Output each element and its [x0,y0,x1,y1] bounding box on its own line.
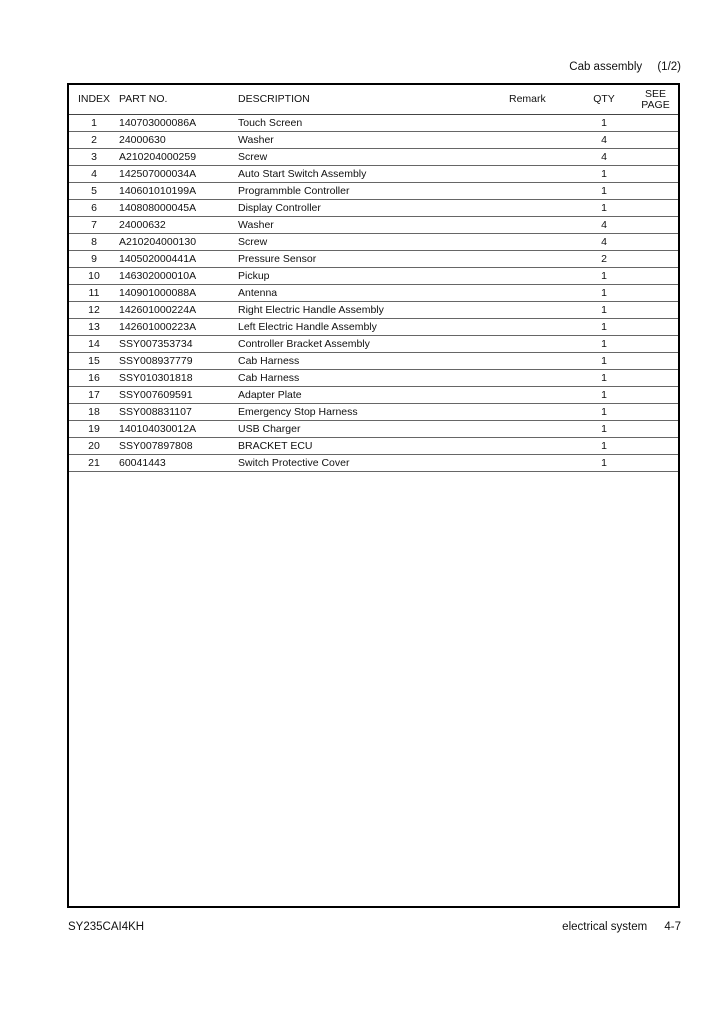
row-description: BRACKET ECU [238,438,509,455]
row-index: 16 [69,370,119,387]
row-see-page [633,166,678,183]
row-see-page [633,455,678,472]
row-qty: 1 [575,370,633,387]
table-row [69,353,678,370]
row-remark [509,268,575,285]
row-description: Screw [238,149,509,166]
row-description: Antenna [238,285,509,302]
row-part-no: 140901000088A [119,285,238,302]
page-title: Cab assembly [569,61,643,73]
row-description: Screw [238,234,509,251]
page-counter: (1/2) [657,61,681,73]
row-see-page [633,336,678,353]
table-row [69,251,678,268]
page-footer [562,921,681,933]
table-row [69,149,678,166]
row-remark [509,421,575,438]
row-see-page [633,115,678,132]
row-qty: 1 [575,302,633,319]
table-row [69,183,678,200]
row-remark [509,183,575,200]
row-remark [509,166,575,183]
row-see-page [633,268,678,285]
row-part-no: SSY010301818 [119,370,238,387]
row-description: Display Controller [238,200,509,217]
row-part-no: 146302000010A [119,268,238,285]
row-part-no: 24000632 [119,217,238,234]
column-header-part-no: PART NO. [119,85,238,115]
table-row [69,421,678,438]
row-see-page [633,217,678,234]
row-part-no: 142507000034A [119,166,238,183]
row-qty: 1 [575,404,633,421]
table-row [69,319,678,336]
row-index: 1 [69,115,119,132]
row-part-no: 140703000086A [119,115,238,132]
row-qty: 1 [575,166,633,183]
row-description: Cab Harness [238,370,509,387]
row-index: 17 [69,387,119,404]
parts-table-frame [67,83,680,908]
table-row [69,438,678,455]
row-description: Pickup [238,268,509,285]
table-row [69,200,678,217]
row-qty: 1 [575,319,633,336]
table-header-row [69,85,678,115]
row-qty: 1 [575,200,633,217]
row-qty: 1 [575,285,633,302]
row-part-no: 140601010199A [119,183,238,200]
row-qty: 4 [575,132,633,149]
row-part-no: SSY007897808 [119,438,238,455]
row-description: Touch Screen [238,115,509,132]
row-qty: 1 [575,268,633,285]
row-part-no: SSY008937779 [119,353,238,370]
row-part-no: SSY007609591 [119,387,238,404]
row-index: 4 [69,166,119,183]
row-see-page [633,285,678,302]
row-qty: 1 [575,336,633,353]
row-description: Left Electric Handle Assembly [238,319,509,336]
row-remark [509,370,575,387]
row-part-no: 24000630 [119,132,238,149]
row-qty: 1 [575,387,633,404]
row-part-no: A210204000130 [119,234,238,251]
row-remark [509,319,575,336]
row-see-page [633,370,678,387]
row-index: 13 [69,319,119,336]
column-header-see-page-line1: SEE [644,87,666,100]
row-remark [509,455,575,472]
row-index: 18 [69,404,119,421]
row-see-page [633,183,678,200]
page-header [569,61,681,73]
row-index: 6 [69,200,119,217]
table-row [69,115,678,132]
table-row [69,166,678,183]
row-index: 11 [69,285,119,302]
table-row [69,455,678,472]
row-remark [509,234,575,251]
table-row [69,370,678,387]
row-index: 19 [69,421,119,438]
table-row [69,387,678,404]
table-row [69,302,678,319]
row-qty: 1 [575,353,633,370]
row-see-page [633,387,678,404]
table-row [69,217,678,234]
footer-model: SY235CAI4KH [68,921,145,933]
row-index: 5 [69,183,119,200]
row-remark [509,115,575,132]
row-part-no: A210204000259 [119,149,238,166]
table-row [69,268,678,285]
row-description: Cab Harness [238,353,509,370]
column-header-qty: QTY [575,85,633,115]
row-part-no: 142601000223A [119,319,238,336]
row-description: USB Charger [238,421,509,438]
row-qty: 1 [575,421,633,438]
row-description: Right Electric Handle Assembly [238,302,509,319]
row-remark [509,149,575,166]
row-qty: 1 [575,115,633,132]
row-part-no: SSY008831107 [119,404,238,421]
row-part-no: 140104030012A [119,421,238,438]
row-see-page [633,251,678,268]
row-index: 10 [69,268,119,285]
row-index: 12 [69,302,119,319]
row-see-page [633,438,678,455]
row-index: 14 [69,336,119,353]
row-remark [509,438,575,455]
row-description: Programmble Controller [238,183,509,200]
row-see-page [633,353,678,370]
row-qty: 4 [575,217,633,234]
row-remark [509,200,575,217]
table-body [69,115,678,472]
row-qty: 1 [575,183,633,200]
row-remark [509,404,575,421]
row-qty: 1 [575,438,633,455]
row-index: 15 [69,353,119,370]
row-see-page [633,404,678,421]
row-part-no: 140502000441A [119,251,238,268]
row-part-no: 142601000224A [119,302,238,319]
row-part-no: SSY007353734 [119,336,238,353]
row-see-page [633,200,678,217]
row-see-page [633,234,678,251]
column-header-description: DESCRIPTION [238,85,509,115]
row-description: Auto Start Switch Assembly [238,166,509,183]
row-index: 7 [69,217,119,234]
parts-table [69,85,678,472]
table-row [69,234,678,251]
row-index: 8 [69,234,119,251]
row-part-no: 60041443 [119,455,238,472]
row-remark [509,353,575,370]
table-row [69,132,678,149]
row-description: Adapter Plate [238,387,509,404]
row-see-page [633,132,678,149]
row-see-page [633,302,678,319]
column-header-remark: Remark [509,85,575,115]
row-remark [509,251,575,268]
row-see-page [633,149,678,166]
row-remark [509,217,575,234]
row-remark [509,132,575,149]
row-remark [509,302,575,319]
row-qty: 4 [575,149,633,166]
row-remark [509,285,575,302]
row-index: 21 [69,455,119,472]
row-part-no: 140808000045A [119,200,238,217]
row-qty: 1 [575,455,633,472]
row-index: 9 [69,251,119,268]
column-header-index: INDEX [69,85,119,115]
column-header-see-page-line2: PAGE [641,98,670,111]
row-qty: 4 [575,234,633,251]
row-index: 2 [69,132,119,149]
row-description: Controller Bracket Assembly [238,336,509,353]
row-description: Washer [238,132,509,149]
table-row [69,404,678,421]
table-row [69,336,678,353]
row-remark [509,387,575,404]
table-row [69,285,678,302]
row-index: 3 [69,149,119,166]
row-see-page [633,421,678,438]
footer-section: electrical system [562,921,648,933]
row-remark [509,336,575,353]
row-index: 20 [69,438,119,455]
row-description: Emergency Stop Harness [238,404,509,421]
row-description: Switch Protective Cover [238,455,509,472]
row-description: Washer [238,217,509,234]
row-description: Pressure Sensor [238,251,509,268]
footer-page-number: 4-7 [664,921,681,933]
row-see-page [633,319,678,336]
row-qty: 2 [575,251,633,268]
column-header-see-page [633,85,678,115]
